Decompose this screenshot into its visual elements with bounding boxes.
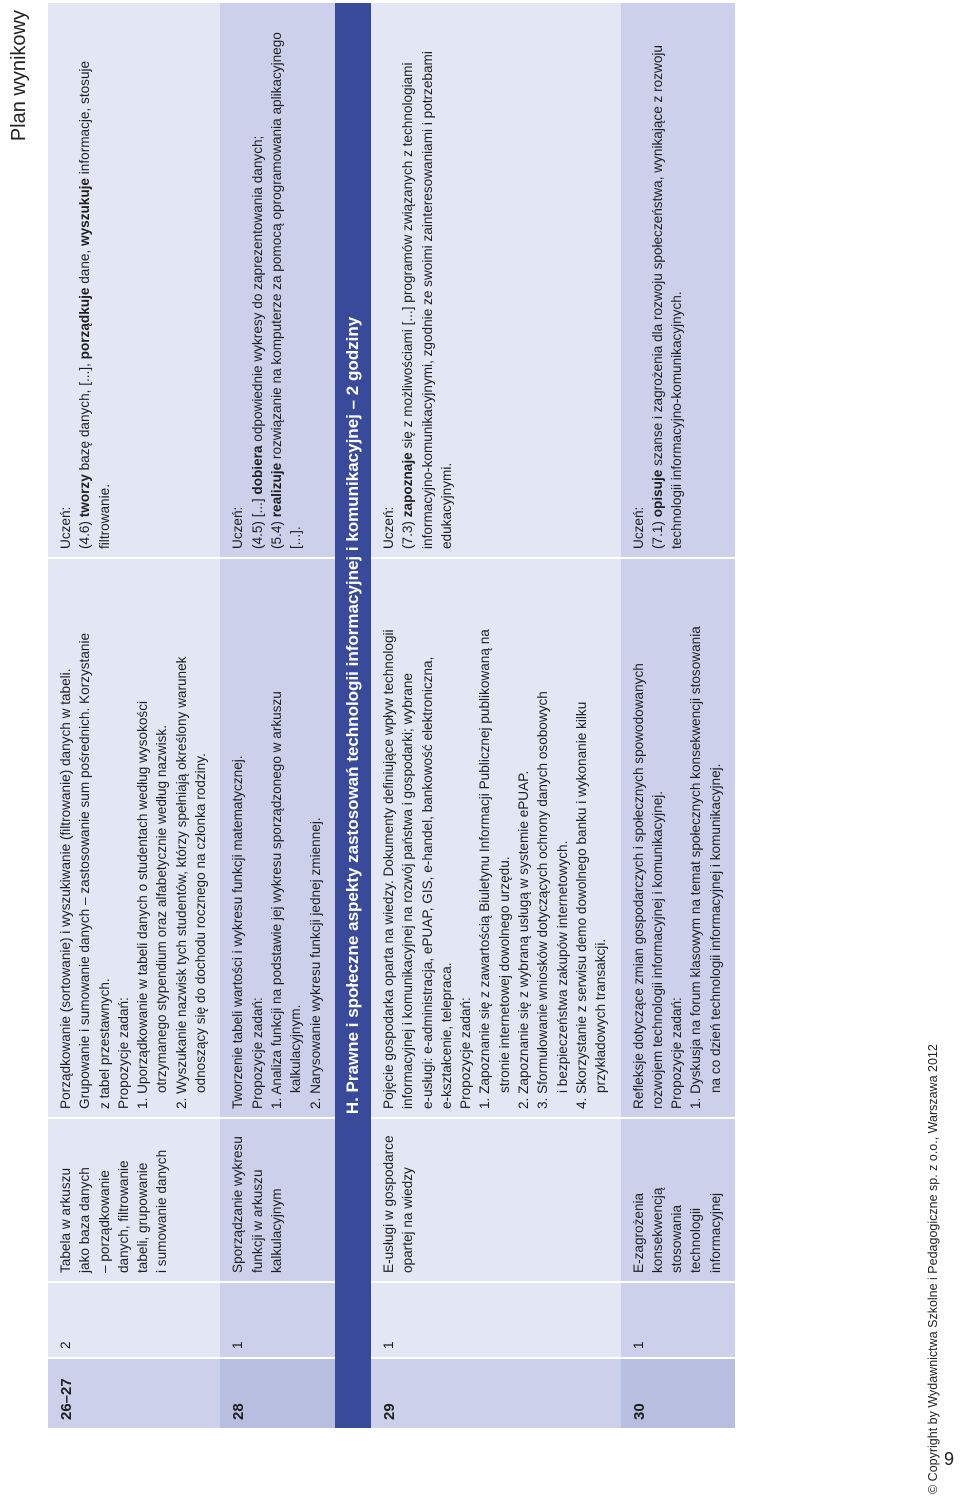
- lesson-number: 28: [220, 1358, 334, 1428]
- content-line: Propozycje zadań:: [249, 997, 265, 1109]
- content-line: otrzymanego stypendium oraz alfabetycznie według nazwisk.: [154, 725, 170, 1093]
- content-line: 2. Zapoznanie się z wybraną usługą w systemie ePUAP.: [516, 770, 532, 1109]
- content-line: 3. Sformułowanie wniosków dotyczących ochrony danych osobowych: [535, 691, 551, 1109]
- topic-line: stosowania: [669, 1204, 685, 1273]
- lesson-topic: [371, 1118, 621, 1282]
- content-line: Tworzenie tabeli wartości i wykresu funkcji matematycznej.: [230, 755, 246, 1109]
- content-line: e-kształcenie, telepraca.: [438, 962, 454, 1109]
- content-line: na co dzień technologii informacyjnej i komunikacyjnej.: [707, 763, 723, 1093]
- topic-line: i sumowanie danych: [154, 1149, 170, 1273]
- content-line: informacyjnej i komunikacyjnej na rozwój państwa i gospodarki; wybrane: [400, 673, 416, 1109]
- lesson-content: [621, 558, 735, 1118]
- learning-outcomes: [621, 2, 735, 558]
- topic-line: E-usługi w gospodarce: [380, 1135, 396, 1273]
- outcome-label: Uczeń:: [380, 506, 396, 549]
- topic-line: jako baza danych: [77, 1167, 93, 1273]
- content-line: z tabel przestawnych.: [96, 978, 112, 1109]
- outcome-text: (7.1) opisuje szanse i zagrożenia dla rozwoju społeczeństwa, wynikające z rozwoju technologii informacyjno-komunikacyjnych.: [649, 45, 685, 549]
- outcome-label: Uczeń:: [58, 506, 73, 549]
- outcome-label: Uczeń:: [230, 506, 246, 549]
- content-line: Refleksje dotyczące zmian gospodarczych i społecznych spowodowanych: [630, 663, 646, 1109]
- table-row: [371, 2, 621, 1428]
- topic-line: – porządkowanie: [96, 1170, 112, 1273]
- lesson-number: 26–27: [48, 1358, 220, 1428]
- topic-line: opartej na wiedzy: [400, 1167, 416, 1273]
- outcome-text: (4.5) [...] dobiera odpowiednie wykresy do zaprezentowania danych;: [249, 135, 265, 549]
- content-line: kalkulacyjnym.: [288, 1004, 304, 1093]
- learning-outcomes: [371, 2, 621, 558]
- content-line: 4. Skorzystanie z serwisu demo dowolnego banku i wykonanie kilku: [573, 701, 589, 1109]
- table-row: [621, 2, 735, 1428]
- content-line: i bezpieczeństwa zakupów internetowych.: [554, 840, 570, 1093]
- lesson-number: 30: [621, 1358, 735, 1428]
- page-number: 9: [943, 1449, 954, 1469]
- page-header-title: Plan wynikowy: [8, 10, 30, 142]
- hours-count: 1: [371, 1282, 621, 1358]
- content-line: rozwojem technologii informacyjnej i komunikacyjnej.: [649, 790, 665, 1109]
- section-heading-row: [335, 2, 371, 1428]
- content-line: 2. Wyszukanie nazwisk tych studentów, którzy spełniają określony warunek: [173, 656, 189, 1109]
- lesson-content: [371, 558, 621, 1118]
- topic-line: informacyjnej: [707, 1192, 723, 1273]
- outcome-text: (4.6) tworzy bazę danych, [...], porządkuje dane, wyszukuje informacje, stosuje filtrowanie.: [77, 60, 112, 549]
- content-line: przykładowych transakcji.: [593, 938, 609, 1093]
- table-row: [48, 2, 220, 1428]
- content-line: 1. Uporządkowanie w tabeli danych o studentach według wysokości: [135, 700, 151, 1109]
- content-line: Porządkowanie (sortowanie) i wyszukiwanie (filtrowanie) danych w tabeli.: [58, 668, 73, 1109]
- content-line: odnoszący się do dochodu rocznego na członka rodziny.: [193, 753, 209, 1093]
- topic-line: E-zagrożenia: [630, 1192, 646, 1273]
- content-line: 2. Narysowanie wykresu funkcji jednej zmiennej.: [307, 817, 323, 1109]
- lesson-topic: [220, 1118, 334, 1282]
- topic-line: funkcji w arkuszu: [249, 1169, 265, 1273]
- hours-count: 1: [220, 1282, 334, 1358]
- lesson-topic: [621, 1118, 735, 1282]
- lesson-number: 29: [371, 1358, 621, 1428]
- content-line: Grupowanie i sumowanie danych – zastosowanie sum pośrednich. Korzystanie: [77, 632, 93, 1109]
- content-line: 1. Analiza funkcji na podstawie jej wykresu sporządzonego w arkuszu: [268, 691, 284, 1109]
- table-row: [220, 2, 334, 1428]
- learning-outcomes: [48, 2, 220, 558]
- outcome-text: (7.3) zapoznaje się z możliwościami [...] programów związanych z technologiami informacyjno-komunikacyjnymi, zgodnie ze swoimi zainteresowaniami i potrzebami edukacyjnymi.: [400, 51, 454, 549]
- content-line: Propozycje zadań:: [458, 997, 474, 1109]
- content-line: e-usługi: e-administracja, ePUAP, GIS, e-handel, bankowość elektroniczna,: [419, 656, 435, 1109]
- lesson-content: [220, 558, 334, 1118]
- content-line: 1. Dyskusja na forum klasowym na temat społecznych konsekwencji stosowania: [688, 626, 704, 1109]
- learning-outcomes: [220, 2, 334, 558]
- content-line: stronie internetowej dowolnego urzędu.: [496, 856, 512, 1093]
- lesson-topic: [48, 1118, 220, 1282]
- copyright-notice: © Copyright by Wydawnictwa Szkolne i Pedagogiczne sp. z o.o., Warszawa 2012: [926, 1044, 940, 1494]
- topic-line: Sporządzanie wykresu: [230, 1136, 246, 1273]
- topic-line: konsekwencją: [649, 1187, 665, 1273]
- outcome-label: Uczeń:: [630, 506, 646, 549]
- lesson-content: [48, 558, 220, 1118]
- topic-line: kalkulacyjnym: [268, 1188, 284, 1273]
- content-line: Propozycje zadań:: [669, 997, 685, 1109]
- content-line: Propozycje zadań:: [115, 997, 131, 1109]
- topic-line: tabeli, grupowanie: [135, 1162, 151, 1273]
- topic-line: technologii: [688, 1208, 704, 1273]
- plan-table: [48, 1, 735, 1428]
- content-line: Pojęcie gospodarka oparta na wiedzy. Dokumenty definiujące wpływ technologii: [380, 629, 396, 1109]
- topic-line: danych, filtrowanie: [115, 1160, 131, 1273]
- content-line: 1. Zapoznanie się z zawartością Biuletynu Informacji Publicznej publikowaną na: [477, 629, 493, 1109]
- hours-count: 1: [621, 1282, 735, 1358]
- outcome-text: (5.4) realizuje rozwiązanie na komputerze za pomocą oprogramowania aplikacyjnego [...].: [268, 32, 304, 549]
- topic-line: Tabela w arkuszu: [58, 1167, 73, 1273]
- section-heading: H. Prawne i społeczne aspekty zastosowań technologii informacyjnej i komunikacyjnej – 2 godziny: [335, 2, 371, 1428]
- hours-count: 2: [48, 1282, 220, 1358]
